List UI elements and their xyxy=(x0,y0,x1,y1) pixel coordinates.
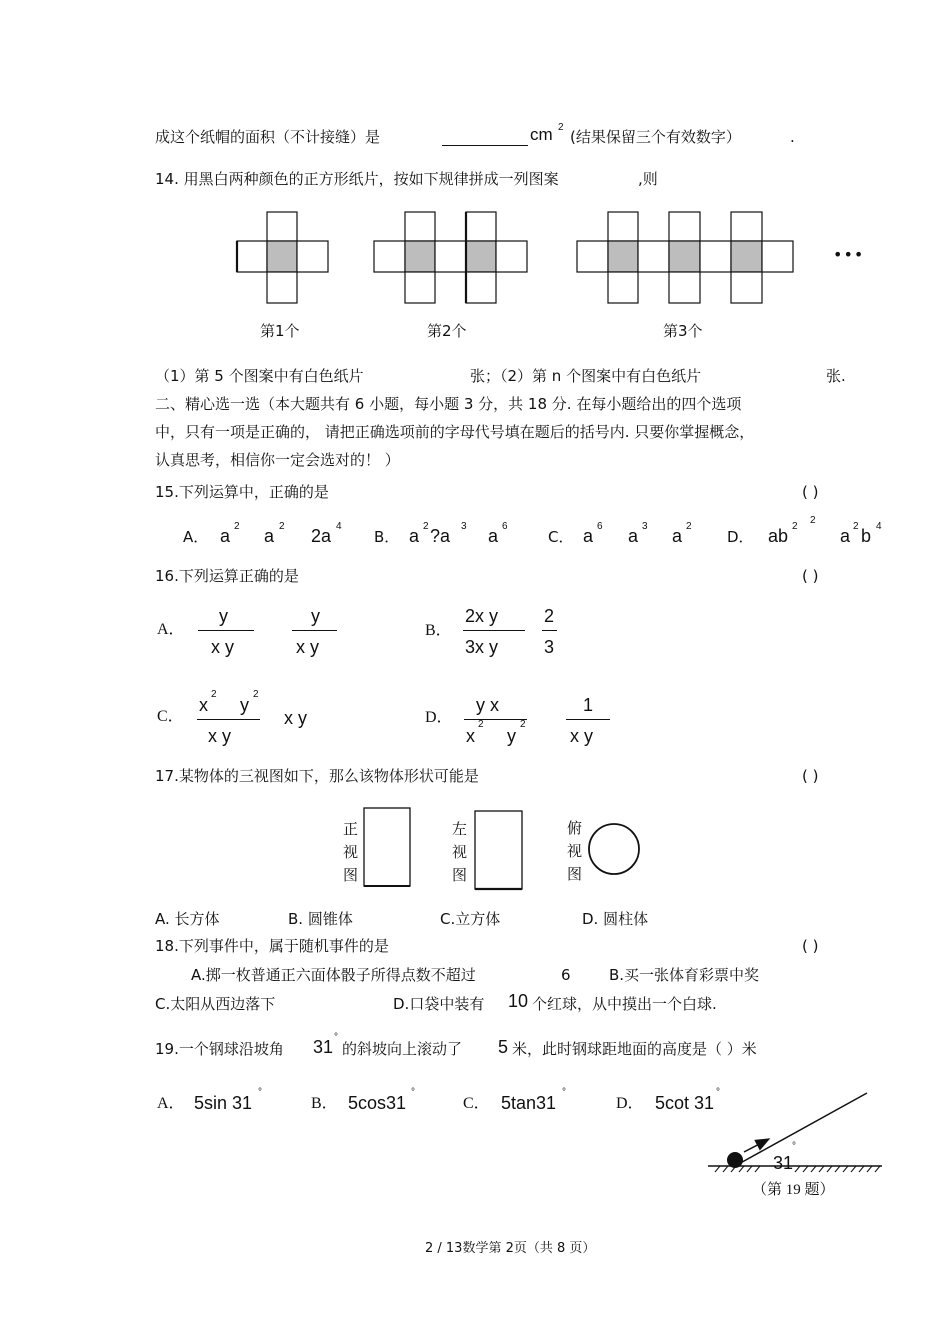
q15-d-exp-outer: 2 xyxy=(810,515,816,526)
q18-option-a: A.掷一枚普通正六面体骰子所得点数不超过 xyxy=(191,966,476,984)
q15-b-exp1: 2 xyxy=(423,521,429,532)
q15-a-term3: 2a xyxy=(311,526,332,546)
q19-option-d-expr: 5cot 31 xyxy=(655,1093,715,1113)
q14-label-1: 第1个 xyxy=(260,322,300,340)
q16-b-numerator-1: 2x y xyxy=(465,606,499,626)
q19-stem-prefix: 19.一个钢球沿坡角 xyxy=(155,1040,284,1058)
q17-top-view-label: 俯 视 图 xyxy=(567,819,583,883)
q15-b-exp3: 6 xyxy=(502,521,508,532)
q14-sub-2: 张；（2）第 n 个图案中有白色纸片 xyxy=(470,367,702,385)
q16-a-numerator-2: y xyxy=(311,606,320,626)
q16-a-numerator-1: y xyxy=(219,606,228,626)
q19-option-a-degree: ° xyxy=(258,1087,262,1098)
q17-option-a: A. 长方体 xyxy=(155,910,220,928)
section2-line-3: 认真思考，相信你一定会选对的！ ） xyxy=(155,451,400,469)
q16-option-a-label: A． xyxy=(157,621,185,638)
q15-d-exp2: 2 xyxy=(853,521,859,532)
steel-ball xyxy=(727,1152,743,1168)
q19-option-a-expr: 5sin 31 xyxy=(194,1093,253,1113)
q16-option-b-label: B． xyxy=(425,622,452,639)
q19-option-c-degree: ° xyxy=(562,1087,566,1098)
q15-option-d-label: D． xyxy=(727,528,754,546)
q13-unit-exponent: 2 xyxy=(558,122,564,133)
q19-distance: 5 xyxy=(498,1037,509,1057)
q16-d-numerator-2: 1 xyxy=(583,695,594,715)
q15-a-term2: a xyxy=(264,526,275,546)
q15-b-term1: a xyxy=(409,526,420,546)
q15-c-term3: a xyxy=(672,526,683,546)
q15-c-exp3: 2 xyxy=(686,521,692,532)
q19-figure-caption: （第 19 题） xyxy=(752,1182,835,1198)
q16-a-denominator-2: x y xyxy=(296,637,320,657)
q15-a-exp1: 2 xyxy=(234,521,240,532)
q14-label-2: 第2个 xyxy=(427,322,467,340)
q17-option-c: C.立方体 xyxy=(440,910,501,928)
q15-d-term3: b xyxy=(861,526,872,546)
q14-sub-1: （1）第 5 个图案中有白色纸片 xyxy=(155,367,364,385)
ground-hatching xyxy=(715,1166,880,1172)
q15-a-exp3: 4 xyxy=(336,521,342,532)
q16-d-denominator-y-exp: 2 xyxy=(520,719,526,730)
q15-a-exp2: 2 xyxy=(279,521,285,532)
q16-c-numerator-y: y xyxy=(240,695,249,715)
q13-unit: cm xyxy=(530,125,553,144)
q14-stem: 14. 用黑白两种颜色的正方形纸片，按如下规律拼成一列图案 xyxy=(155,170,559,188)
q19-stem-suffix: 米，此时钢球距地面的高度是（ ）米 xyxy=(512,1040,757,1058)
q13-note: (结果保留三个有效数字） xyxy=(570,128,741,146)
q16-c-denominator: x y xyxy=(208,726,232,746)
q16-d-denominator-2: x y xyxy=(570,726,594,746)
q15-c-exp2: 3 xyxy=(642,521,648,532)
q19-stem-mid: 的斜坡向上滚动了 xyxy=(342,1040,463,1058)
q15-c-term1: a xyxy=(583,526,594,546)
q15-d-exp1: 2 xyxy=(792,521,798,532)
q13-end: . xyxy=(790,128,795,146)
q15-stem: 15.下列运算中，正确的是 xyxy=(155,483,329,501)
q17-front-view-label: 正 视 图 xyxy=(343,820,359,884)
q16-b-denominator-1: 3x y xyxy=(465,637,499,657)
q18-answer-paren[interactable]: ( ) xyxy=(802,937,819,955)
q16-d-denominator-y: y xyxy=(507,726,516,746)
q15-d-term2: a xyxy=(840,526,851,546)
q19-degree-sign: ° xyxy=(334,1032,338,1043)
section2-line-1: 二、精心选一选（本大题共有 6 小题，每小题 3 分，共 18 分. 在每小题给出的四个选项 xyxy=(155,395,742,413)
q19-option-c-label: C． xyxy=(463,1095,490,1112)
q19-option-b-expr: 5cos31 xyxy=(348,1093,407,1113)
q18-option-d-number: 10 xyxy=(508,991,529,1011)
q16-c-numerator-y-exp: 2 xyxy=(253,689,259,700)
q15-option-c-label: C． xyxy=(548,528,574,546)
q16-b-numerator-2: 2 xyxy=(544,606,555,626)
q16-option-c-label: C． xyxy=(157,708,184,725)
q18-option-c: C.太阳从西边落下 xyxy=(155,995,276,1013)
q16-b-denominator-2: 3 xyxy=(544,637,555,657)
q16-option-d-label: D． xyxy=(425,709,453,726)
q16-c-rhs: x y xyxy=(284,708,308,728)
q15-d-exp3: 4 xyxy=(876,521,882,532)
q16-d-denominator-x-exp: 2 xyxy=(478,719,484,730)
q15-option-a-label: A． xyxy=(183,528,209,546)
q19-option-a-label: A． xyxy=(157,1095,185,1112)
q15-b-term2: ?a xyxy=(430,526,451,546)
q18-stem: 18.下列事件中，属于随机事件的是 xyxy=(155,937,389,955)
q15-b-exp2: 3 xyxy=(461,521,467,532)
q16-c-numerator-x-exp: 2 xyxy=(211,689,217,700)
q15-c-term2: a xyxy=(628,526,639,546)
q16-d-numerator: y x xyxy=(476,695,500,715)
q15-c-exp1: 6 xyxy=(597,521,603,532)
q19-option-d-label: D． xyxy=(616,1095,644,1112)
q15-b-term3: a xyxy=(488,526,499,546)
q14-ellipsis: ••• xyxy=(833,245,865,264)
q14-sub-3: 张. xyxy=(826,367,846,385)
slope-line xyxy=(735,1093,867,1166)
q19-option-d-degree: ° xyxy=(716,1087,720,1098)
q15-a-term1: a xyxy=(220,526,231,546)
q13-tail-text: 成这个纸帽的面积（不计接缝）是 xyxy=(155,128,381,146)
section2-line-2: 中，只有一项是正确的， 请把正确选项前的字母代号填在题后的括号内. 只要你掌握概念， xyxy=(155,423,755,441)
q15-option-b-label: B． xyxy=(374,528,400,546)
q17-answer-paren[interactable]: ( ) xyxy=(802,767,819,785)
q17-side-view-label: 左 视 图 xyxy=(452,820,468,884)
q19-option-c-expr: 5tan31 xyxy=(501,1093,557,1113)
q14-label-3: 第3个 xyxy=(663,322,703,340)
q19-angle-value: 31 xyxy=(313,1037,334,1057)
q15-answer-paren[interactable]: ( ) xyxy=(802,483,819,501)
q16-stem: 16.下列运算正确的是 xyxy=(155,567,299,585)
q18-option-d-prefix: D.口袋中装有 xyxy=(393,995,485,1013)
q19-figure-angle: 31 xyxy=(773,1153,794,1173)
q16-answer-paren[interactable]: ( ) xyxy=(802,567,819,585)
q16-a-denominator-1: x y xyxy=(211,637,235,657)
q19-option-b-degree: ° xyxy=(411,1087,415,1098)
q18-option-b: B.买一张体育彩票中奖 xyxy=(609,966,760,984)
q15-d-term1: ab xyxy=(768,526,789,546)
q17-option-d: D. 圆柱体 xyxy=(582,910,649,928)
q16-d-denominator-x: x xyxy=(466,726,475,746)
q18-option-a-number: 6 xyxy=(561,966,571,984)
q14-stem-end: ,则 xyxy=(638,170,658,188)
q16-c-numerator-x: x xyxy=(199,695,208,715)
q17-stem: 17.某物体的三视图如下，那么该物体形状可能是 xyxy=(155,767,479,785)
q19-figure-degree: ° xyxy=(792,1141,796,1152)
q18-option-d-suffix: 个红球，从中摸出一个白球. xyxy=(532,995,717,1013)
q17-option-b: B. 圆锥体 xyxy=(288,910,353,928)
q19-option-b-label: B． xyxy=(311,1095,338,1112)
page-footer: 2 / 13数学第 2页（共 8 页） xyxy=(425,1241,596,1256)
